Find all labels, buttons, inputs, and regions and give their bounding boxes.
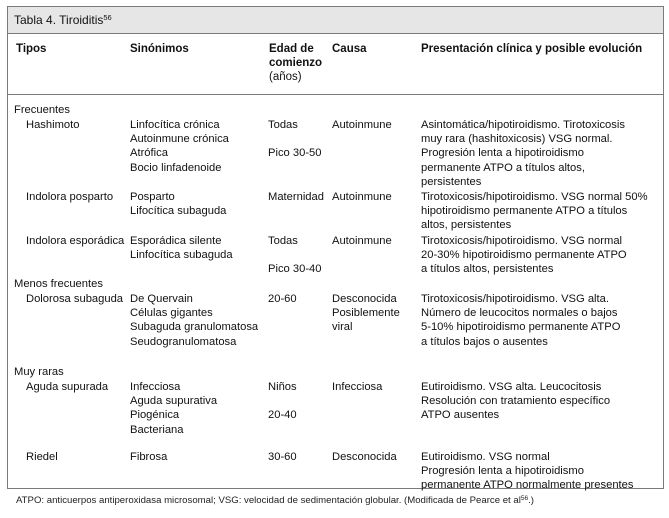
cell-edad-line: 20-60 — [268, 293, 297, 305]
cell-presentacion — [421, 118, 625, 189]
cell-sinonimos-line: Linfocítica crónica — [130, 119, 220, 131]
footnote-text: ATPO: anticuerpos antiperoxidasa microsomal; VSG: velocidad de sedimentación globular. (Modificada de Pearce et al — [16, 495, 521, 506]
cell-edad-line: 30-60 — [268, 451, 297, 463]
footnote-ref: 56 — [520, 495, 529, 502]
cell-causa-line: Posiblemente — [332, 307, 400, 320]
header-sinonimos: Sinónimos — [130, 43, 189, 55]
cell-sinonimos-line: Fibrosa — [130, 451, 168, 463]
cell-sinonimos — [130, 450, 167, 464]
cell-causa — [332, 190, 392, 204]
cell-causa — [332, 118, 392, 132]
cell-presentacion-line: hipotiroidismo permanente ATPO a títulos — [421, 205, 628, 218]
group-label: Muy raras — [14, 366, 64, 378]
cell-edad-line — [268, 132, 322, 146]
cell-sinonimos-line: De Quervain — [130, 293, 193, 305]
header-presentacion: Presentación clínica y posible evolución — [421, 43, 643, 55]
cell-presentacion-line: Progresión lenta a hipotiroidismo — [421, 147, 584, 160]
cell-edad-line: Todas — [268, 235, 298, 247]
cell-sinonimos — [130, 380, 217, 437]
cell-presentacion-line: Tirotoxicosis/hipotiroidismo. VSG alta. — [421, 293, 609, 305]
cell-sinonimos-line: Células gigantes — [130, 307, 213, 320]
cell-presentacion-line: permanente ATPO normalmente presentes — [421, 479, 634, 492]
cell-causa — [332, 450, 397, 464]
cell-tipo: Aguda supurada — [26, 381, 109, 393]
cell-presentacion-line: altos, persistentes — [421, 219, 512, 232]
cell-causa — [332, 292, 400, 335]
cell-presentacion — [421, 380, 610, 423]
cell-causa — [332, 380, 382, 394]
table-footnote — [16, 494, 534, 508]
group-label: Menos frecuentes — [14, 278, 103, 290]
cell-causa-line: Desconocida — [332, 293, 397, 305]
cell-edad — [268, 190, 324, 204]
cell-presentacion — [421, 190, 648, 233]
cell-sinonimos-line: Aguda supurativa — [130, 395, 218, 408]
cell-presentacion-line: Número de leucocitos normales o bajos — [421, 307, 618, 320]
cell-presentacion-line: Eutiroidismo. VSG alta. Leucocitosis — [421, 381, 602, 393]
cell-causa-line: Desconocida — [332, 451, 397, 463]
group-label: Frecuentes — [14, 104, 70, 116]
cell-edad-line: 20-40 — [268, 409, 297, 422]
cell-sinonimos-line: Linfocítica subaguda — [130, 249, 233, 262]
cell-presentacion-line: a títulos bajos o ausentes — [421, 335, 548, 348]
cell-edad — [268, 118, 322, 161]
cell-presentacion-line: Tirotoxicosis/hipotiroidismo. VSG normal 50% — [421, 191, 648, 203]
cell-presentacion-line: Eutiroidismo. VSG normal — [421, 451, 550, 463]
cell-edad — [268, 234, 322, 277]
cell-edad-line: Todas — [268, 119, 298, 131]
table-frame — [7, 6, 664, 492]
cell-edad-line — [268, 248, 322, 262]
table-title-text: Tabla 4. Tiroiditis — [14, 12, 104, 27]
header-edad — [269, 42, 322, 85]
cell-causa-line: Autoinmune — [332, 119, 392, 131]
header-edad-line: comienzo — [269, 57, 323, 70]
table-body — [8, 95, 663, 492]
footnote-end: .) — [528, 495, 534, 506]
cell-sinonimos-line: Autoinmune crónica — [130, 133, 229, 146]
cell-tipo: Indolora posparto — [26, 191, 114, 203]
cell-sinonimos-line: Infecciosa — [130, 381, 181, 393]
cell-presentacion — [421, 292, 620, 349]
header-tipos: Tipos — [16, 43, 47, 55]
cell-causa-line: viral — [332, 321, 353, 334]
cell-presentacion-line: a títulos altos, persistentes — [421, 263, 554, 276]
cell-causa-line: Autoinmune — [332, 235, 392, 247]
cell-edad — [268, 380, 297, 423]
cell-tipo: Indolora esporádica — [26, 235, 125, 247]
cell-presentacion-line: persistentes — [421, 175, 482, 188]
cell-sinonimos-line: Bocio linfadenoide — [130, 161, 222, 174]
cell-sinonimos — [130, 292, 258, 349]
cell-edad — [268, 292, 297, 306]
header-causa: Causa — [332, 43, 367, 55]
cell-presentacion-line: Asintomática/hipotiroidismo. Tirotoxicosis — [421, 119, 625, 131]
cell-presentacion-line: permanente ATPO a títulos altos, — [421, 161, 585, 174]
cell-sinonimos — [130, 234, 233, 262]
cell-presentacion-line: Resolución con tratamiento específico — [421, 395, 611, 408]
cell-presentacion — [421, 450, 633, 493]
cell-edad-line: Maternidad — [268, 191, 324, 203]
table-header-row — [8, 34, 663, 95]
table-title-ref: 56 — [103, 12, 112, 22]
cell-tipo: Hashimoto — [26, 119, 80, 131]
cell-edad-line: Pico 30-50 — [268, 147, 322, 160]
cell-presentacion-line: 5-10% hipotiroidismo permanente ATPO — [421, 321, 621, 334]
cell-presentacion-line: ATPO ausentes — [421, 409, 500, 422]
cell-sinonimos-line: Atrófica — [130, 147, 168, 160]
cell-presentacion-line: Tirotoxicosis/hipotiroidismo. VSG normal — [421, 235, 623, 247]
cell-tipo: Dolorosa subaguda — [26, 293, 124, 305]
cell-sinonimos-line: Seudogranulomatosa — [130, 335, 237, 348]
cell-sinonimos — [130, 190, 226, 218]
cell-presentacion — [421, 234, 627, 277]
cell-sinonimos-line: Bacteriana — [130, 423, 184, 436]
cell-sinonimos — [130, 118, 229, 175]
cell-edad-line — [268, 394, 297, 408]
cell-sinonimos-line: Lifocítica subaguda — [130, 205, 227, 218]
cell-presentacion-line: Progresión lenta a hipotiroidismo — [421, 465, 584, 478]
header-edad-line: Edad de — [269, 43, 314, 55]
cell-edad — [268, 450, 297, 464]
cell-edad-line: Pico 30-40 — [268, 263, 322, 276]
cell-sinonimos-line: Posparto — [130, 191, 175, 203]
cell-presentacion-line: muy rara (hashitoxicosis) VSG normal. — [421, 133, 613, 146]
cell-causa — [332, 234, 392, 248]
table-title — [8, 7, 663, 34]
cell-presentacion-line: 20-30% hipotiroidismo permanente ATPO — [421, 249, 627, 262]
cell-edad-line: Niños — [268, 381, 297, 393]
cell-sinonimos-line: Piogénica — [130, 409, 180, 422]
cell-causa-line: Autoinmune — [332, 191, 392, 203]
cell-tipo: Riedel — [26, 451, 58, 463]
cell-sinonimos-line: Esporádica silente — [130, 235, 222, 247]
cell-sinonimos-line: Subaguda granulomatosa — [130, 321, 259, 334]
cell-causa-line: Infecciosa — [332, 381, 383, 393]
header-edad-line: (años) — [269, 71, 302, 84]
